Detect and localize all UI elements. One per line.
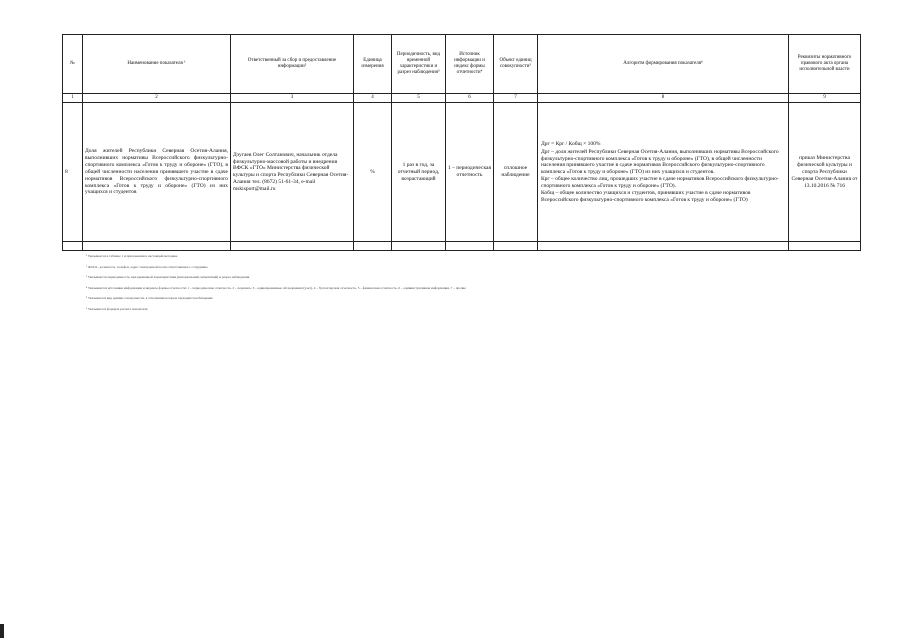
- column-number: 6: [446, 94, 494, 103]
- column-number: 8: [538, 94, 789, 103]
- footnote: ² Ф.И.О., должность, телефон, адрес электронной почты ответственного сотрудника: [86, 264, 208, 269]
- column-number: 3: [231, 94, 354, 103]
- header-algorithm: Алгоритм формирования показателя⁶: [538, 35, 789, 94]
- column-number: 9: [789, 94, 861, 103]
- header-number: №: [63, 35, 83, 94]
- empty-cell: [63, 242, 83, 251]
- footnote: ⁵ Указывается вид единиц совокупности, в отношении которых проводится наблюдение: [86, 296, 213, 301]
- header-source: Источник информации и индекс формы отчетности⁴: [446, 35, 494, 94]
- column-number: 1: [63, 94, 83, 103]
- observation-object: сплошное наблюдение: [494, 103, 538, 242]
- empty-cell: [392, 242, 446, 251]
- footnote: ⁴ Указываются источники информации и индексы формы отчетности: 1 – периодическая отчетность, 2 – перепись, 3 – единовременные обследования (учет), 4 – бухгалтерская отчетность, 5 – финансовая отчетность, 6 – административная информация, 7 – прочие: [86, 285, 466, 290]
- empty-row: [63, 242, 861, 251]
- unit-of-measure: %: [354, 103, 392, 242]
- empty-cell: [231, 242, 354, 251]
- column-number: 5: [392, 94, 446, 103]
- table-row: [63, 103, 861, 242]
- header-row: [63, 35, 861, 94]
- footnote: ³ Указываются периодичность, вид временной характеристики (интервальный, моментный) и разрез наблюдения: [86, 275, 250, 280]
- header-requisites: Реквизиты нормативного правового акта органа исполнительной власти: [789, 35, 861, 94]
- scan-edge-mark: [0, 624, 4, 638]
- header-unit: Единица измерения: [354, 35, 392, 94]
- column-number: 4: [354, 94, 392, 103]
- calculation-algorithm: [538, 103, 789, 242]
- column-number-row: [63, 94, 861, 103]
- header-periodicity: Периодичность, вид временной характеристики и разрез наблюдения³: [392, 35, 446, 94]
- header-indicator-name: Наименование показателя ¹: [83, 35, 231, 94]
- footnotes: [86, 254, 806, 318]
- indicator-name: Доля жителей Республики Северная Осетия-Алания, выполнивших нормативы Всероссийского физкультурно-спортивного комплекса «Готов к труду и обороне» (ГТО), в общей численности населения принявшего участие в сдаче нормативов Всероссийского физкультурно-спортивного комплекса «Готов к труду и обороне» (ГТО) из них учащихся и студентов: [83, 103, 231, 242]
- header-object: Объект единиц совокупности⁵: [494, 35, 538, 94]
- information-source: 1 – периодическая отчетность: [446, 103, 494, 242]
- row-number: 8: [63, 103, 83, 242]
- empty-cell: [494, 242, 538, 251]
- footnote: ⁶ Указывается формула расчета показателя: [86, 306, 148, 311]
- empty-cell: [83, 242, 231, 251]
- empty-cell: [538, 242, 789, 251]
- algorithm-definition: Крг – общее количество лиц, прошедших участие в сдаче нормативов Всероссийского физкультурно-спортивного комплекса «Готов к труду и обороне» (ГТО).: [541, 176, 779, 190]
- periodicity: 1 раз в год, за отчетный период, возрастающий: [392, 103, 446, 242]
- algorithm-formula: Дрг = Крг / Кобщ × 100%: [541, 140, 601, 147]
- footnote: ¹ Указывается в таблице 1 и приложении к настоящей методике: [86, 254, 178, 258]
- column-number: 2: [83, 94, 231, 103]
- responsible-person: Дзугаев Олег Солтанович, начальник отдела физкультурно-массовой работы и внедрения ВФСК «ГТО» Министерства физической культуры и спорта Республики Северная Осетия-Алания тел. (8672) 51-61-34, e-mail mskisport@mail.ru: [231, 103, 354, 242]
- column-number: 7: [494, 94, 538, 103]
- empty-cell: [354, 242, 392, 251]
- algorithm-definition: Дрг – доля жителей Республики Северная Осетия-Алания, выполнивших нормативы Всероссийского физкультурно-спортивного комплекса «Готов к труду и обороне» (ГТО), в общей численности населения принявшего участие в сдаче нормативов Всероссийского физкультурно-спортивного комплекса «Готов к труду и обороне» (ГТО) из них учащихся и студентов.: [541, 148, 779, 176]
- legal-act-requisites: приказ Министерства физической культуры и спорта Республики Северная Осетия-Алания от 13.10.2016 № 716: [789, 103, 861, 242]
- empty-cell: [446, 242, 494, 251]
- header-responsible: Ответственный за сбор и предоставление информации²: [231, 35, 354, 94]
- empty-cell: [789, 242, 861, 251]
- indicator-table: [62, 34, 861, 251]
- algorithm-definition: Кобщ – общее количество учащихся и студентов, принявших участие в сдаче нормативов Всероссийского физкультурно-спортивного комплекса «Готов к труду и обороне» (ГТО): [541, 189, 751, 203]
